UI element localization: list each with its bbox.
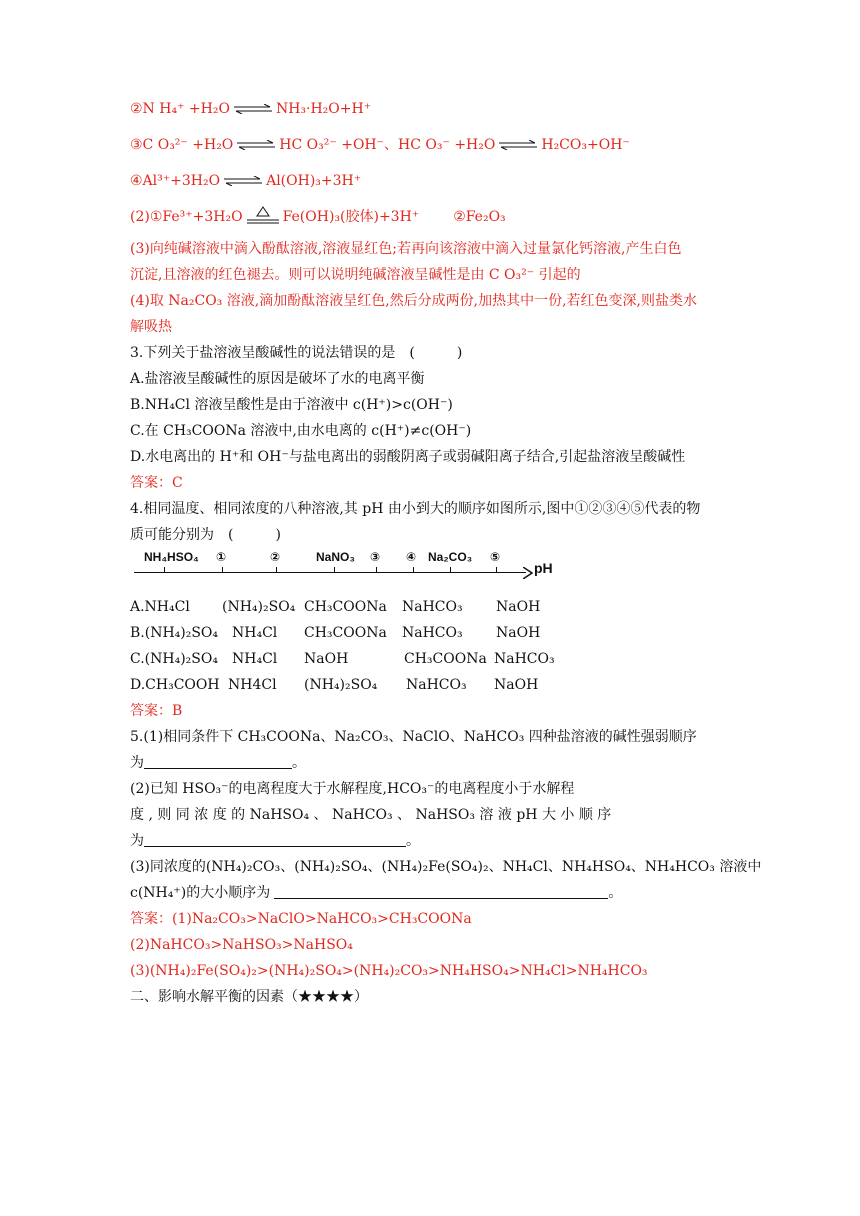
option-cell: NaHCO₃: [402, 599, 463, 615]
equation-fe-hydrolysis: [130, 204, 730, 230]
q4-option-d: [130, 672, 730, 698]
option-cell: B.(NH₄)₂SO₄: [130, 625, 219, 641]
text: 为: [130, 833, 144, 849]
q3-option-c: C.在 CH₃COONa 溶液中,由水电离的 c(H⁺)≠c(OH⁻): [130, 423, 472, 439]
option-cell: CH₃COONa: [404, 651, 487, 667]
diagram-label-0: NH₄HSO₄: [144, 550, 199, 564]
text: c(NH₄⁺)的大小顺序为: [130, 885, 271, 901]
eq-left: (2)①Fe³⁺+3H₂O: [130, 209, 243, 225]
option-cell: NaHCO₃: [406, 677, 467, 693]
q5-answer-3: (3)(NH₄)₂Fe(SO₄)₂>(NH₄)₂SO₄>(NH₄)₂CO₃>NH₄HSO₄>NH₄Cl>NH₄HCO₃: [130, 963, 648, 979]
q4-answer: 答案：B: [130, 703, 183, 719]
answer-blank[interactable]: [274, 882, 608, 899]
equilibrium-arrow-icon: [224, 176, 262, 186]
arrow-right-icon: [523, 567, 533, 579]
eq-right: Fe(OH)₃(胶体)+3H⁺: [282, 209, 420, 225]
option-cell: NaOH: [494, 677, 539, 693]
eq-right: Al(OH)₃+3H⁺: [266, 173, 362, 189]
equilibrium-arrow-icon: [499, 140, 537, 150]
option-cell: D.CH₃COOH: [130, 677, 220, 693]
answer-blank[interactable]: [144, 830, 406, 847]
axis-tick: [413, 567, 414, 573]
option-cell: C.(NH₄)₂SO₄: [130, 651, 218, 667]
diagram-label-1: ①: [216, 550, 227, 564]
q5-p3-line2: [130, 880, 730, 906]
q5-p2-line3: [130, 828, 730, 854]
answer-p3-line1: (3)向纯碱溶液中滴入酚酞溶液,溶液显红色;若再向该溶液中滴入过量氯化钙溶液,产生白色: [130, 241, 682, 257]
option-cell: (NH₄)₂SO₄: [304, 677, 378, 693]
q4-stem-line1: 4.相同温度、相同浓度的八种溶液,其 pH 由小到大的顺序如图所示,图中①②③④⑤代表的物: [130, 501, 701, 517]
equation-nh4-hydrolysis: [130, 96, 730, 122]
q5-p1-line1: 5.(1)相同条件下 CH₃COONa、Na₂CO₃、NaClO、NaHCO₃ 四种盐溶液的碱性强弱顺序: [130, 729, 697, 745]
q5-p3-line1: (3)同浓度的(NH₄)₂CO₃、(NH₄)₂SO₄、(NH₄)₂Fe(SO₄)₂、NH₄Cl、NH₄HSO₄、NH₄HCO₃ 溶液中: [130, 859, 762, 875]
answer-p4-line2: 解吸热: [130, 319, 172, 335]
axis-tick: [276, 567, 277, 573]
ph-axis-label: pH: [534, 560, 553, 576]
text: 。: [608, 885, 623, 901]
eq-left: ③C O₃²⁻ +H₂O: [130, 137, 234, 153]
eq-right: H₂CO₃+OH⁻: [541, 137, 630, 153]
ph-axis-line: [134, 572, 526, 573]
eq-left: ④Al³⁺+3H₂O: [130, 173, 221, 189]
equilibrium-arrow-icon: [234, 104, 272, 114]
eq-extra: ②Fe₂O₃: [453, 209, 506, 225]
answer-p4-line1: (4)取 Na₂CO₃ 溶液,滴加酚酞溶液呈红色,然后分成两份,加热其中一份,若红色变深,则盐类水: [130, 293, 697, 309]
q3-answer: 答案：C: [130, 475, 183, 491]
q3-option-d: D.水电离出的 H⁺和 OH⁻与盐电离出的弱酸阴离子或弱碱阳离子结合,引起盐溶液呈酸碱性: [130, 449, 686, 465]
q5-p2-line1: (2)已知 HSO₃⁻的电离程度大于水解程度,HCO₃⁻的电离程度小于水解程: [130, 781, 575, 797]
q4-stem-line2: 质可能分别为 ( ): [130, 527, 281, 543]
option-cell: NH₄Cl: [232, 651, 278, 667]
diagram-label-4: ③: [370, 550, 381, 564]
diagram-label-3: NaNO₃: [316, 550, 355, 564]
option-cell: NH4Cl: [228, 677, 277, 693]
axis-tick: [222, 567, 223, 573]
q5-answer-2: (2)NaHCO₃>NaHSO₃>NaHSO₄: [130, 937, 353, 953]
option-cell: A.NH₄Cl: [130, 599, 190, 615]
equilibrium-arrow-icon: [237, 140, 275, 150]
heat-equals-icon: [245, 205, 281, 227]
q3-stem: 3.下列关于盐溶液呈酸碱性的说法错误的是 ( ): [130, 345, 463, 361]
option-cell: NaHCO₃: [402, 625, 463, 641]
option-cell: NaOH: [496, 625, 541, 641]
answer-blank[interactable]: [144, 752, 292, 769]
axis-tick: [496, 567, 497, 573]
axis-tick: [450, 567, 451, 573]
q5-p1-line2: [130, 750, 730, 776]
option-cell: CH₃COONa: [304, 599, 387, 615]
diagram-label-5: ④: [406, 550, 417, 564]
q4-option-c: [130, 646, 730, 672]
q5-p2-line2: 度 , 则 同 浓 度 的 NaHSO₄ 、 NaHCO₃ 、 NaHSO₃ 溶 液 pH 大 小 顺 序: [130, 807, 612, 823]
equation-al-hydrolysis: [130, 168, 730, 194]
option-cell: NaHCO₃: [494, 651, 555, 667]
ph-order-diagram: [130, 550, 730, 590]
text: 为: [130, 755, 144, 771]
axis-tick: [164, 567, 165, 573]
answer-p3-line2: 沉淀,且溶液的红色褪去。则可以说明纯碱溶液呈碱性是由 C O₃²⁻ 引起的: [130, 267, 581, 283]
axis-tick: [376, 567, 377, 573]
diagram-label-7: ⑤: [490, 550, 501, 564]
q4-option-a: [130, 594, 730, 620]
section-heading: 二、影响水解平衡的因素（★★★★）: [130, 989, 368, 1005]
text: 。: [292, 755, 306, 771]
equation-co3-hydrolysis: [130, 132, 730, 158]
q3-option-b: B.NH₄Cl 溶液呈酸性是由于溶液中 c(H⁺)>c(OH⁻): [130, 397, 453, 413]
diagram-label-2: ②: [270, 550, 281, 564]
q3-option-a: A.盐溶液呈酸碱性的原因是破坏了水的电离平衡: [130, 371, 425, 387]
option-cell: NaOH: [304, 651, 349, 667]
option-cell: (NH₄)₂SO₄: [222, 599, 296, 615]
axis-tick: [334, 567, 335, 573]
eq-right: NH₃·H₂O+H⁺: [275, 101, 372, 117]
option-cell: NaOH: [496, 599, 541, 615]
q4-option-b: [130, 620, 730, 646]
text: 。: [406, 833, 420, 849]
document-page: [130, 96, 762, 1010]
option-cell: CH₃COONa: [304, 625, 387, 641]
diagram-label-6: Na₂CO₃: [428, 550, 473, 564]
eq-middle: HC O₃²⁻ +OH⁻、HC O₃⁻ +H₂O: [279, 137, 496, 153]
q5-answer-1: 答案：(1)Na₂CO₃>NaClO>NaHCO₃>CH₃COONa: [130, 911, 472, 927]
option-cell: NH₄Cl: [232, 625, 278, 641]
eq-left: ②N H₄⁺ +H₂O: [130, 101, 230, 117]
